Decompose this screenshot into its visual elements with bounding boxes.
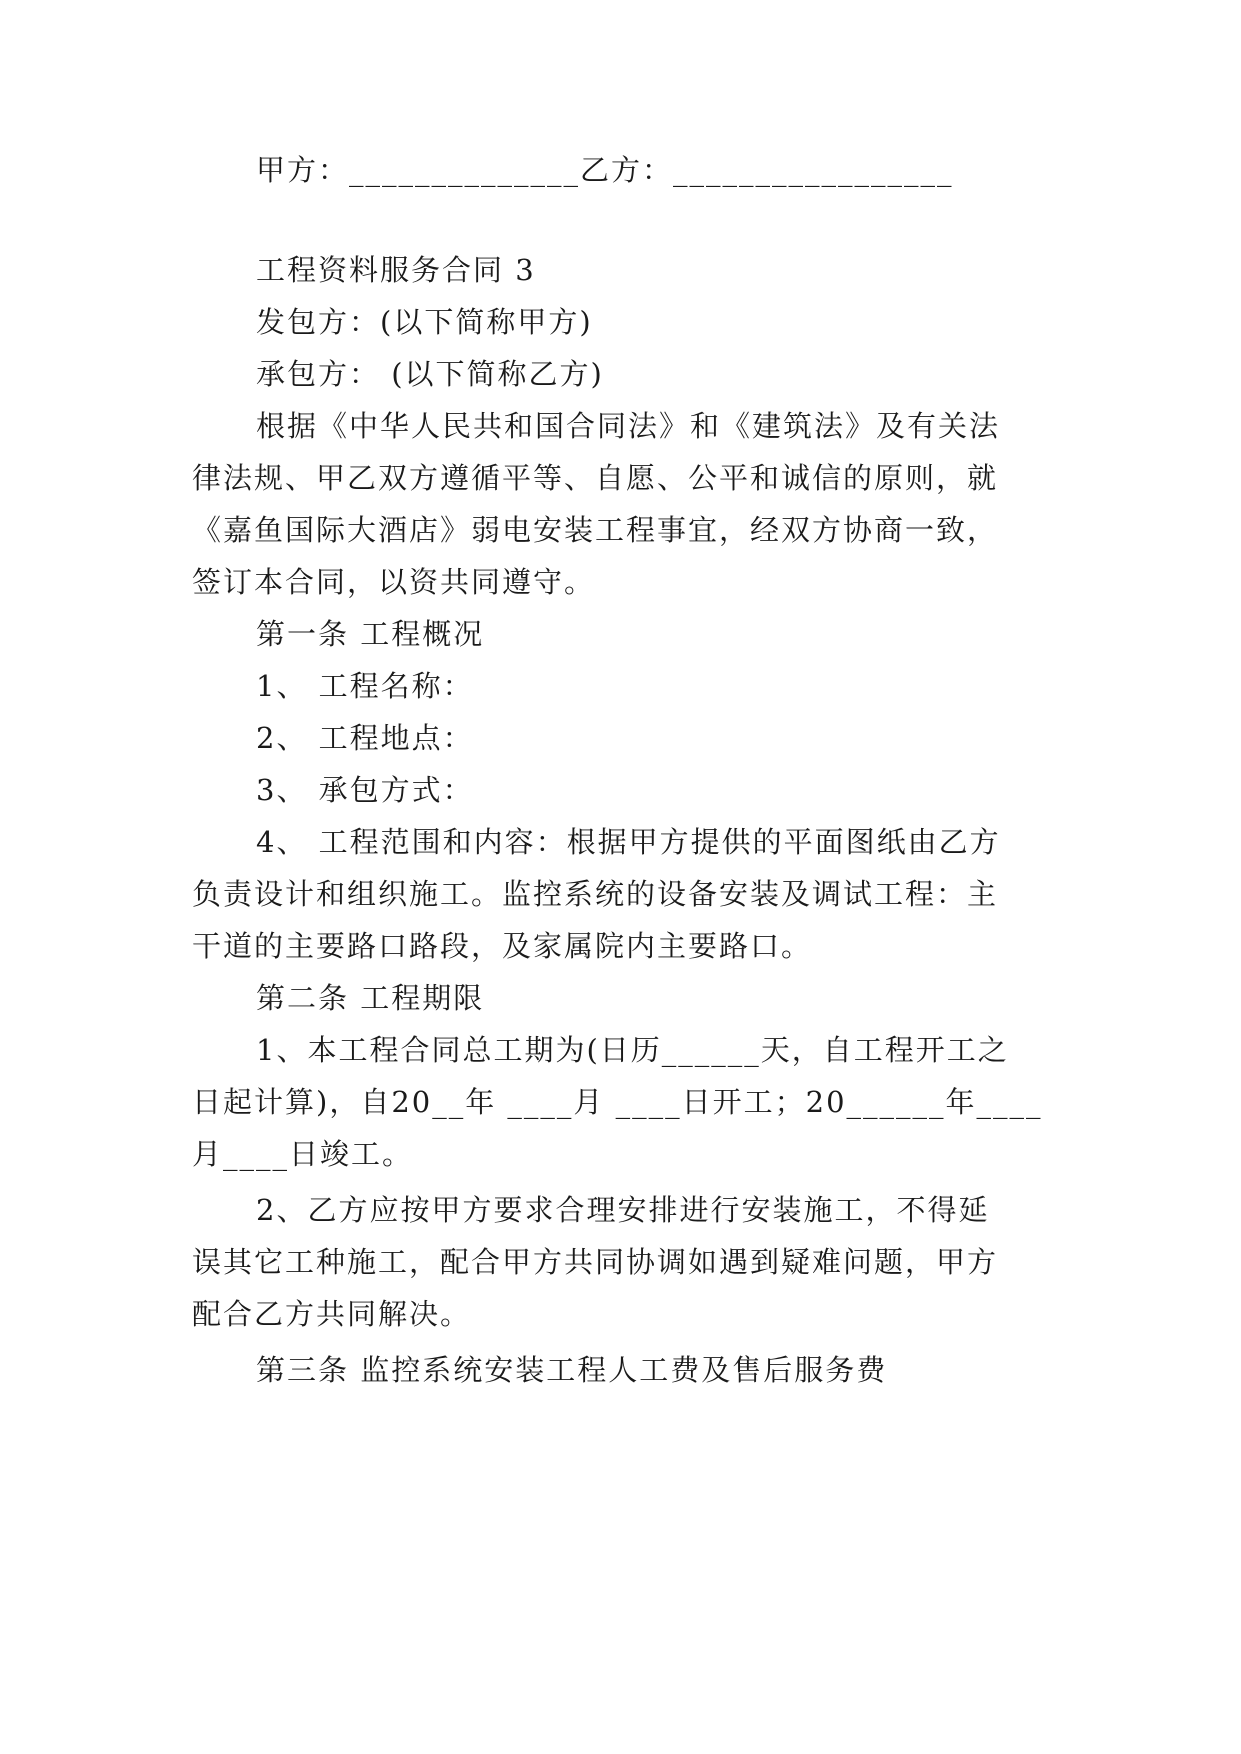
article1-item: 3、 承包方式： xyxy=(256,773,474,807)
article2-item2-line: 配合乙方共同解决。 xyxy=(192,1297,472,1331)
party-b-line: 承包方： (以下简称乙方) xyxy=(256,357,604,391)
article1-item4-line: 负责设计和组织施工。监控系统的设备安装及调试工程：主 xyxy=(192,877,999,911)
article2-item1-line: 1、本工程合同总工期为(日历______天，自工程开工之 xyxy=(256,1033,1009,1067)
contract-title: 工程资料服务合同 3 xyxy=(256,253,536,287)
article2-item1-line: 日起计算)，自20__年 ____月 ____日开工；20______年____ xyxy=(192,1085,1043,1119)
article2-heading: 第二条 工程期限 xyxy=(256,981,485,1015)
article1-heading: 第一条 工程概况 xyxy=(256,617,485,651)
intro-line: 签订本合同，以资共同遵守。 xyxy=(192,565,596,599)
intro-line: 根据《中华人民共和国合同法》和《建筑法》及有关法 xyxy=(256,409,1001,443)
article2-item2-line: 2、乙方应按甲方要求合理安排进行安装施工，不得延 xyxy=(256,1193,990,1227)
article1-item: 2、 工程地点： xyxy=(256,721,474,755)
article1-item4-line: 4、 工程范围和内容：根据甲方提供的平面图纸由乙方 xyxy=(256,825,1001,859)
signature-line: 甲方：______________乙方：_________________ xyxy=(256,153,954,187)
article3-heading: 第三条 监控系统安装工程人工费及售后服务费 xyxy=(256,1353,888,1387)
intro-line: 《嘉鱼国际大酒店》弱电安装工程事宜，经双方协商一致， xyxy=(192,513,999,547)
intro-line: 律法规、甲乙双方遵循平等、自愿、公平和诚信的原则，就 xyxy=(192,461,999,495)
party-a-line: 发包方：(以下简称甲方) xyxy=(256,305,593,339)
article2-item2-line: 误其它工种施工，配合甲方共同协调如遇到疑难问题，甲方 xyxy=(192,1245,999,1279)
article2-item1-line: 月____日竣工。 xyxy=(192,1137,414,1171)
article1-item: 1、 工程名称： xyxy=(256,669,474,703)
article1-item4-line: 干道的主要路口路段，及家属院内主要路口。 xyxy=(192,929,813,963)
